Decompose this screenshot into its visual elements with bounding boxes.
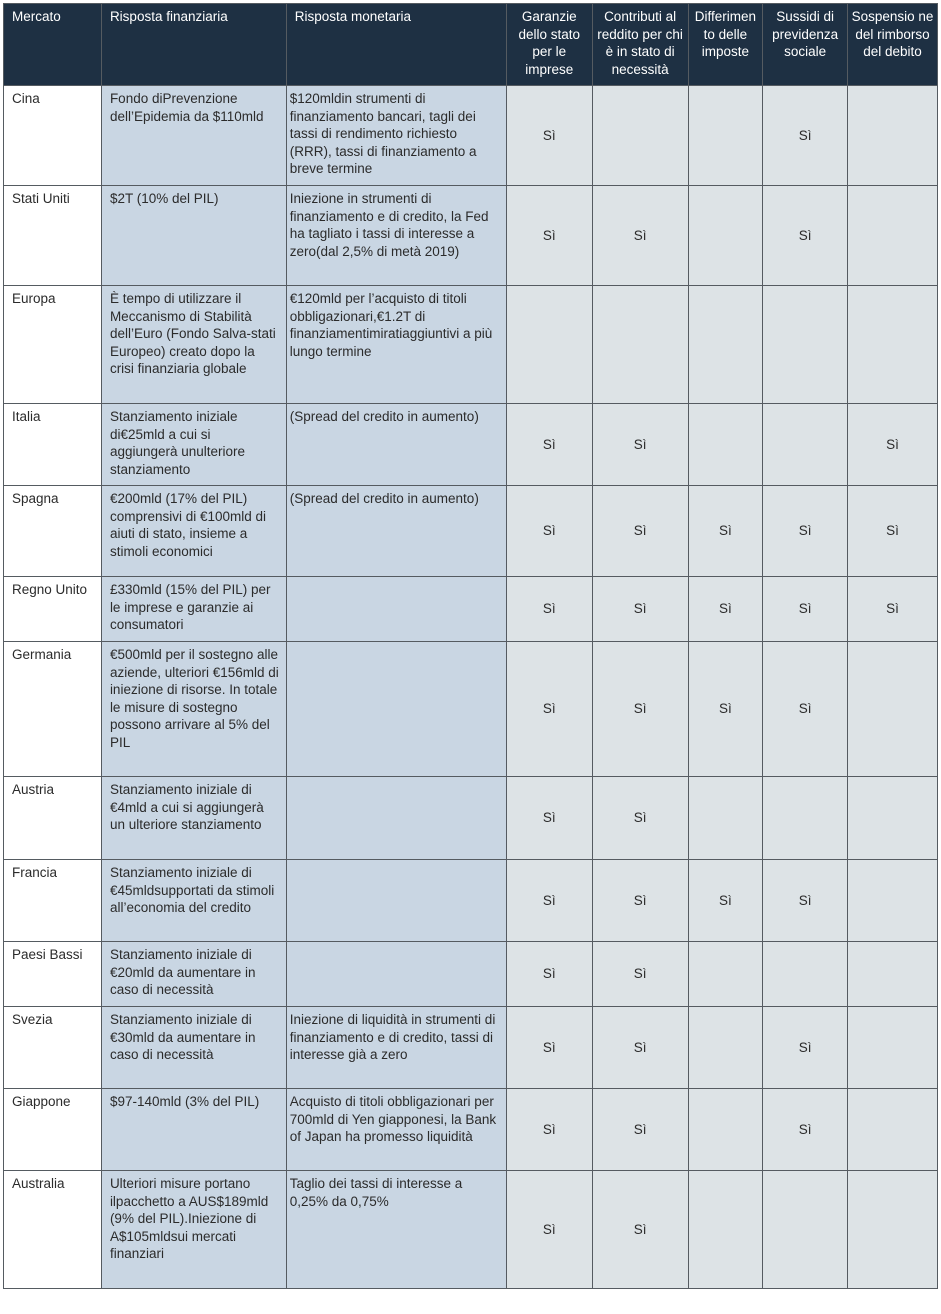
cell-mercato: Austria	[4, 777, 102, 860]
cell-differimento	[688, 186, 763, 286]
cell-contributi: Sì	[592, 1007, 688, 1089]
header-mercato: Mercato	[4, 4, 102, 86]
cell-contributi: Sì	[592, 404, 688, 486]
cell-differimento: Sì	[688, 642, 763, 777]
cell-risposta-monetaria	[286, 942, 506, 1007]
cell-sussidi: Sì	[763, 1007, 848, 1089]
cell-sospensione	[848, 860, 938, 942]
cell-risposta-monetaria: Iniezione in strumenti di finanziamento e di credito, la Fed ha tagliato i tassi di interesse a zero(dal 2,5% di metà 2019)	[286, 186, 506, 286]
header-row	[4, 4, 938, 86]
cell-contributi: Sì	[592, 942, 688, 1007]
cell-risposta-finanziaria: Ulteriori misure portano ilpacchetto a AUS$189mld (9% del PIL).Iniezione di A$105mldsui mercati finanziari	[101, 1171, 286, 1289]
cell-garanzie: Sì	[506, 860, 592, 942]
cell-contributi: Sì	[592, 577, 688, 642]
cell-contributi: Sì	[592, 486, 688, 577]
table-row	[4, 860, 938, 942]
table-row	[4, 1007, 938, 1089]
cell-risposta-monetaria	[286, 642, 506, 777]
cell-sussidi	[763, 777, 848, 860]
cell-sospensione	[848, 286, 938, 404]
table-row	[4, 286, 938, 404]
cell-sospensione	[848, 1171, 938, 1289]
table-row	[4, 404, 938, 486]
cell-garanzie: Sì	[506, 186, 592, 286]
cell-mercato: Australia	[4, 1171, 102, 1289]
stimulus-table	[3, 3, 938, 1289]
cell-risposta-finanziaria: $97-140mld (3% del PIL)	[101, 1089, 286, 1171]
header-sospensione: Sospensio ne del rimborso del debito	[848, 4, 938, 86]
cell-risposta-finanziaria: Stanziamento iniziale di €30mld da aumentare in caso di necessità	[101, 1007, 286, 1089]
cell-sospensione	[848, 942, 938, 1007]
cell-sussidi	[763, 942, 848, 1007]
cell-garanzie: Sì	[506, 577, 592, 642]
table-row	[4, 86, 938, 186]
cell-garanzie: Sì	[506, 486, 592, 577]
cell-sospensione	[848, 1007, 938, 1089]
cell-garanzie: Sì	[506, 1089, 592, 1171]
cell-garanzie: Sì	[506, 642, 592, 777]
cell-differimento	[688, 1089, 763, 1171]
cell-garanzie: Sì	[506, 404, 592, 486]
cell-sussidi	[763, 286, 848, 404]
cell-sussidi: Sì	[763, 577, 848, 642]
cell-mercato: Svezia	[4, 1007, 102, 1089]
cell-garanzie	[506, 286, 592, 404]
cell-mercato: Stati Uniti	[4, 186, 102, 286]
header-differimento: Differimen to delle imposte	[688, 4, 763, 86]
cell-risposta-monetaria: (Spread del credito in aumento)	[286, 404, 506, 486]
header-garanzie: Garanzie dello stato per le imprese	[506, 4, 592, 86]
cell-sussidi	[763, 1171, 848, 1289]
table-row	[4, 942, 938, 1007]
cell-risposta-monetaria: €120mld per l’acquisto di titoli obbligazionari,€1.2T di finanziamentimiratiaggiuntivi a più lungo termine	[286, 286, 506, 404]
cell-sospensione	[848, 642, 938, 777]
cell-contributi	[592, 286, 688, 404]
cell-sospensione: Sì	[848, 404, 938, 486]
table-row	[4, 642, 938, 777]
cell-sussidi: Sì	[763, 486, 848, 577]
cell-risposta-finanziaria: Stanziamento iniziale di€25mld a cui si aggiungerà unulteriore stanziamento	[101, 404, 286, 486]
cell-sussidi: Sì	[763, 642, 848, 777]
table-row	[4, 1089, 938, 1171]
cell-mercato: Spagna	[4, 486, 102, 577]
cell-risposta-finanziaria: Stanziamento iniziale di €45mldsupportati da stimoli all’economia del credito	[101, 860, 286, 942]
cell-garanzie: Sì	[506, 942, 592, 1007]
cell-mercato: Cina	[4, 86, 102, 186]
cell-contributi: Sì	[592, 642, 688, 777]
cell-sospensione	[848, 1089, 938, 1171]
cell-differimento	[688, 86, 763, 186]
cell-risposta-finanziaria: Fondo diPrevenzione dell’Epidemia da $110mld	[101, 86, 286, 186]
table-row	[4, 186, 938, 286]
cell-sussidi: Sì	[763, 86, 848, 186]
cell-sospensione: Sì	[848, 577, 938, 642]
cell-risposta-finanziaria: €500mld per il sostegno alle aziende, ulteriori €156mld di iniezione di risorse. In totale le misure di sostegno possono arrivare al 5% del PIL	[101, 642, 286, 777]
cell-contributi: Sì	[592, 777, 688, 860]
cell-risposta-monetaria: (Spread del credito in aumento)	[286, 486, 506, 577]
cell-contributi: Sì	[592, 860, 688, 942]
cell-risposta-finanziaria: £330mld (15% del PIL) per le imprese e garanzie ai consumatori	[101, 577, 286, 642]
cell-mercato: Europa	[4, 286, 102, 404]
cell-mercato: Regno Unito	[4, 577, 102, 642]
cell-risposta-monetaria	[286, 577, 506, 642]
cell-contributi: Sì	[592, 1089, 688, 1171]
header-risposta-finanziaria: Risposta finanziaria	[101, 4, 286, 86]
cell-risposta-finanziaria: Stanziamento iniziale di €4mld a cui si aggiungerà un ulteriore stanziamento	[101, 777, 286, 860]
cell-contributi	[592, 86, 688, 186]
table-row	[4, 1171, 938, 1289]
cell-contributi: Sì	[592, 186, 688, 286]
header-risposta-monetaria: Risposta monetaria	[286, 4, 506, 86]
cell-sussidi: Sì	[763, 186, 848, 286]
cell-risposta-monetaria: Acquisto di titoli obbligazionari per 700mld di Yen giapponesi, la Bank of Japan ha promesso liquidità	[286, 1089, 506, 1171]
cell-mercato: Giappone	[4, 1089, 102, 1171]
cell-garanzie: Sì	[506, 1007, 592, 1089]
cell-differimento: Sì	[688, 577, 763, 642]
table-row	[4, 486, 938, 577]
cell-garanzie: Sì	[506, 86, 592, 186]
cell-risposta-finanziaria: È tempo di utilizzare il Meccanismo di Stabilità dell’Euro (Fondo Salva-stati Europeo) creato dopo la crisi finanziaria globale	[101, 286, 286, 404]
cell-mercato: Germania	[4, 642, 102, 777]
cell-risposta-monetaria: $120mldin strumenti di finanziamento bancari, tagli dei tassi di rendimento richiesto (RRR), tassi di finanziamento a breve termine	[286, 86, 506, 186]
cell-sussidi: Sì	[763, 1089, 848, 1171]
header-contributi: Contributi al reddito per chi è in stato di necessità	[592, 4, 688, 86]
cell-mercato: Francia	[4, 860, 102, 942]
cell-sussidi: Sì	[763, 860, 848, 942]
cell-contributi: Sì	[592, 1171, 688, 1289]
cell-differimento: Sì	[688, 860, 763, 942]
cell-differimento	[688, 942, 763, 1007]
header-sussidi: Sussidi di previdenza sociale	[763, 4, 848, 86]
table-row	[4, 577, 938, 642]
cell-garanzie: Sì	[506, 777, 592, 860]
cell-sospensione	[848, 186, 938, 286]
cell-risposta-monetaria: Taglio dei tassi di interesse a 0,25% da 0,75%	[286, 1171, 506, 1289]
cell-garanzie: Sì	[506, 1171, 592, 1289]
cell-differimento	[688, 404, 763, 486]
cell-risposta-monetaria	[286, 860, 506, 942]
cell-risposta-finanziaria: €200mld (17% del PIL) comprensivi di €100mld di aiuti di stato, insieme a stimoli economici	[101, 486, 286, 577]
table-row	[4, 777, 938, 860]
cell-sospensione: Sì	[848, 486, 938, 577]
cell-differimento	[688, 777, 763, 860]
cell-risposta-finanziaria: Stanziamento iniziale di €20mld da aumentare in caso di necessità	[101, 942, 286, 1007]
cell-risposta-monetaria: Iniezione di liquidità in strumenti di finanziamento e di credito, tassi di interesse già a zero	[286, 1007, 506, 1089]
cell-differimento: Sì	[688, 486, 763, 577]
cell-risposta-finanziaria: $2T (10% del PIL)	[101, 186, 286, 286]
cell-sospensione	[848, 777, 938, 860]
cell-risposta-monetaria	[286, 777, 506, 860]
cell-sussidi	[763, 404, 848, 486]
cell-differimento	[688, 1171, 763, 1289]
cell-sospensione	[848, 86, 938, 186]
cell-differimento	[688, 1007, 763, 1089]
cell-mercato: Italia	[4, 404, 102, 486]
cell-differimento	[688, 286, 763, 404]
cell-mercato: Paesi Bassi	[4, 942, 102, 1007]
